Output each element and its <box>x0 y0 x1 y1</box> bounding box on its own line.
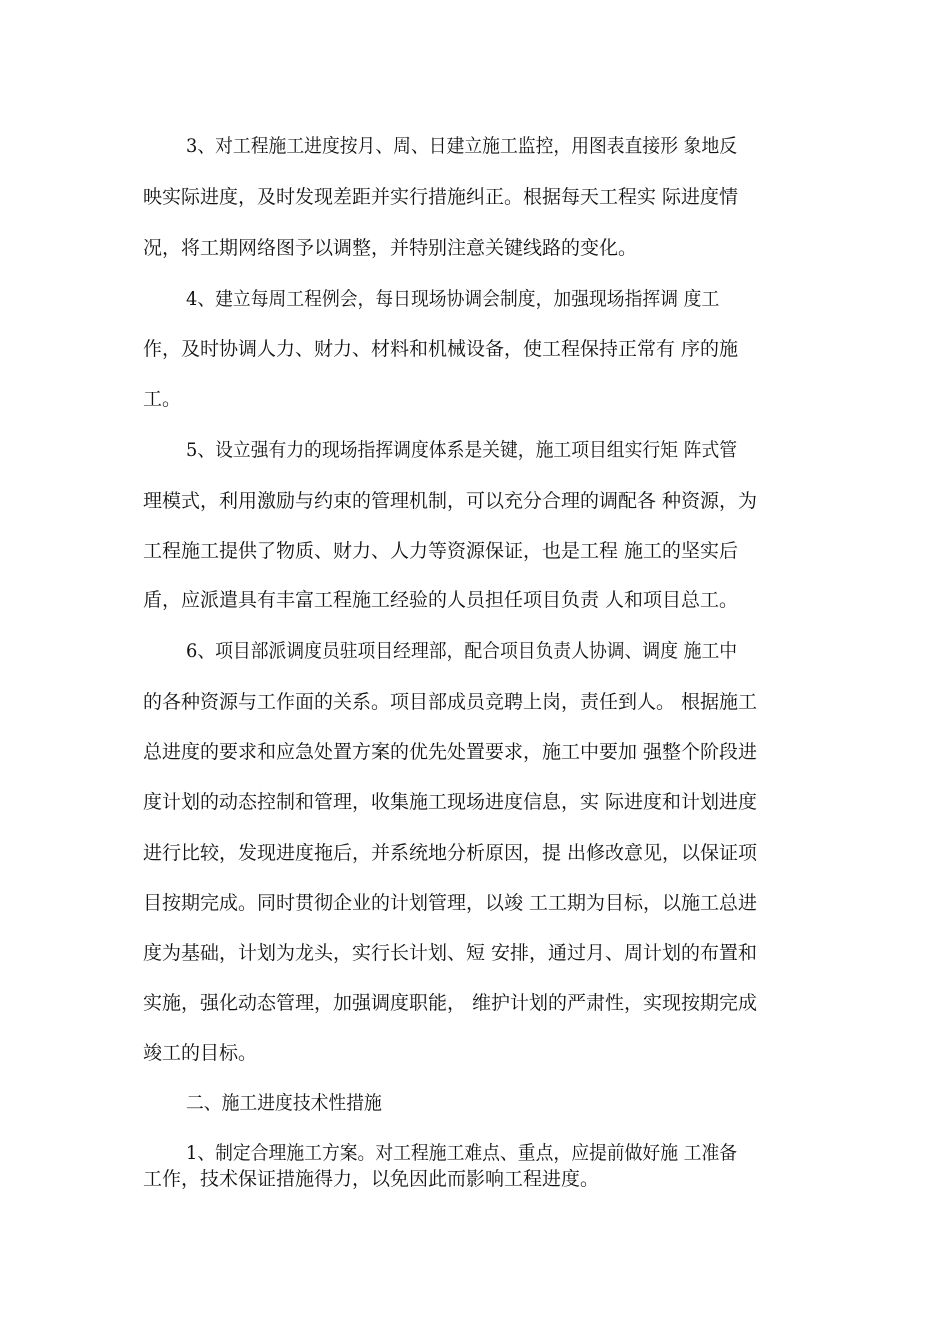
para-6-line-2: 的各种资源与工作面的关系。项目部成员竞聘上岗，责任到人。 根据施工 <box>143 691 758 713</box>
para-6-line-4: 度计划的动态控制和管理，收集施工现场进度信息，实 际进度和计划进度 <box>143 791 758 813</box>
para-6-line-7: 度为基础，计划为龙头，实行长计划、短 安排，通过月、周计划的布置和 <box>143 942 758 964</box>
para-4-line-3: 工。 <box>143 388 182 410</box>
item-1-line-2: 工作，技术保证措施得力，以免因此而影响工程进度。 <box>143 1168 600 1190</box>
para-4-line-1: 4、建立每周工程例会，每日现场协调会制度，加强现场指挥调 度工 <box>186 288 720 310</box>
para-5-line-1: 5、设立强有力的现场指挥调度体系是关键，施工项目组实行矩 阵式管 <box>186 439 738 461</box>
para-6-line-5: 进行比较，发现进度拖后，并系统地分析原因，提 出修改意见，以保证项 <box>143 842 758 864</box>
para-3-line-2: 映实际进度，及时发现差距并实行措施纠正。根据每天工程实 际进度情 <box>143 186 739 208</box>
para-5-line-4: 盾，应派遣具有丰富工程施工经验的人员担任项目负责 人和项目总工。 <box>143 589 739 611</box>
para-4-line-2: 作，及时协调人力、财力、材料和机械设备，使工程保持正常有 序的施 <box>143 338 739 360</box>
para-5-line-2: 理模式，利用激励与约束的管理机制，可以充分合理的调配各 种资源，为 <box>143 490 758 512</box>
item-1-line-1: 1、制定合理施工方案。对工程施工难点、重点，应提前做好施 工准备 <box>186 1142 738 1164</box>
para-5-line-3: 工程施工提供了物质、财力、人力等资源保证，也是工程 施工的坚实后 <box>143 540 739 562</box>
para-6-line-8: 实施，强化动态管理，加强调度职能， 维护计划的严肃性，实现按期完成 <box>143 992 758 1014</box>
section-heading: 二、施工进度技术性措施 <box>186 1092 382 1114</box>
para-6-line-9: 竣工的目标。 <box>143 1042 258 1064</box>
para-6-line-3: 总进度的要求和应急处置方案的优先处置要求，施工中要加 强整个阶段进 <box>143 741 758 763</box>
para-6-line-1: 6、项目部派调度员驻项目经理部，配合项目负责人协调、调度 施工中 <box>186 640 738 662</box>
para-3-line-3: 况，将工期网络图予以调整，并特别注意关键线路的变化。 <box>143 237 638 259</box>
para-3-line-1: 3、对工程施工进度按月、周、日建立施工监控，用图表直接形 象地反 <box>186 135 738 157</box>
para-6-line-6: 目按期完成。同时贯彻企业的计划管理，以竣 工工期为目标，以施工总进 <box>143 892 758 914</box>
